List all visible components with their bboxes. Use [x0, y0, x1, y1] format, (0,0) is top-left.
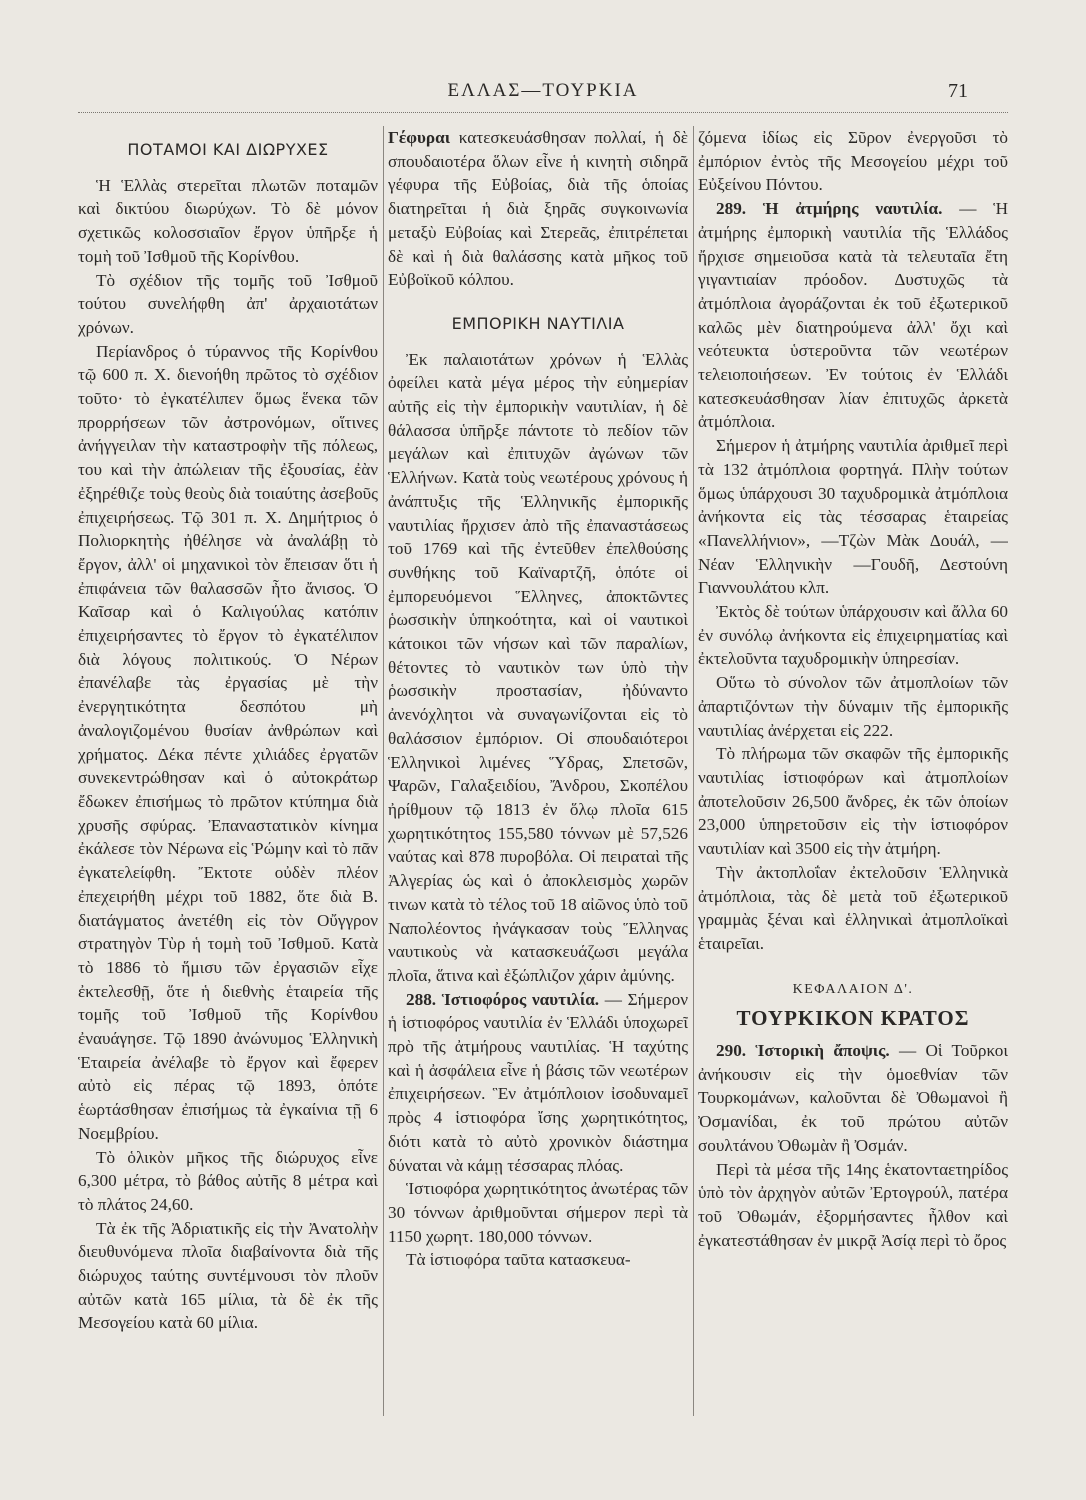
paragraph-heading: 290. Ἱστορικὴ ἄποψις. [716, 1041, 890, 1061]
paragraph-heading: 288. Ἱστιοφόρος ναυτιλία. [406, 989, 600, 1009]
section-title: ΠΟΤΑΜΟΙ ΚΑΙ ΔΙΩΡΥΧΕΣ [127, 140, 329, 159]
paragraph [388, 988, 688, 1178]
paragraph [388, 126, 688, 292]
paragraph-heading: 289. Ἡ ἀτμήρης ναυτιλία. [716, 199, 943, 219]
page-number: 71 [948, 80, 968, 102]
paragraph-text: κατεσκευάσθησαν πολλαί, ἡ δὲ σπουδαιοτέρα ὅλων εἶνε ἡ κινητὴ σιδηρᾶ γέφυρα τῆς Εὐβοίας, διὰ τῆς ὁποίας διατηρεῖται ἡ διὰ ξηρᾶς συγκοινωνία μεταξὺ Εὐβοίας καὶ Στερεᾶς, ἐπιτρέπεται δὲ καὶ ἡ διὰ θαλάσσης κατὰ μῆκος τοῦ Εὐβοϊκοῦ κόλπου. [388, 128, 688, 290]
column-divider [383, 126, 384, 1416]
paragraph [698, 197, 1008, 434]
column-left [78, 126, 378, 1416]
section-title: ΕΜΠΟΡΙΚΗ ΝΑΥΤΙΛΙΑ [451, 313, 625, 333]
paragraph: Τὸ σχέδιον τῆς τομῆς τοῦ Ἰσθμοῦ τούτου συνελήφθη ἀπ' ἀρχαιοτάτων χρόνων. [78, 270, 378, 337]
chapter-label: ΚΕΦΑΛΑΙΟΝ Δ'. [792, 981, 914, 997]
paragraph: Περίανδρος ὁ τύραννος τῆς Κορίνθου τῷ 600 π. Χ. διενοήθη πρῶτος τὸ σχέδιον τοῦτο· τὸ ἐγκατέλιπεν ὅμως ἕνεκα τῶν προρρήσεων τῶν ἀστρονόμων, οἵτινες ἀνήγγειλαν τὴν καταστροφὴν τῆς πόλεως, του καὶ τὴν ἀπώλειαν τῆς ἐξουσίας, ἐὰν ἐξηρέθιζε τοὺς θεοὺς διὰ τοιαύτης ἀσεβοῦς ἐπιχειρήσεως. Τῷ 301 π. Χ. Δημήτριος ὁ Πολιορκητὴς ἠθέλησε νὰ ἀναλάβῃ τὸ ἔργον, ἀλλ' οἱ μηχανικοὶ τὸν ἔπεισαν ὅτι ἡ ἐπιφάνεια τῶν θαλασσῶν ἦτο ἄνισος. Ὁ Καῖσαρ καὶ ὁ Καλιγούλας κατόπιν ἐπιχειρήσαντες τὸ ἔργον τὸ ἐγκατέλιπον διὰ λόγους πολιτικούς. Ὁ Νέρων ἐπανέλαβε τὰς ἐργασίας μὲ τὴν ἐνεργητικότητα δεσπότου μὴ ἀναλογιζομένου θυσίαν ἀνθρώπων καὶ χρήματος. Δέκα πέντε χιλιάδες ἐργατῶν συνεκεντρώθησαν καὶ ὁ αὐτοκράτωρ ἔδωκεν ἐπισήμως τὸ πρῶτον κτύπημα διὰ χρυσῆς σφύρας. Ἐπαναστατικὸν κίνημα ἐκάλεσε τὸν Νέρωνα εἰς Ῥώμην καὶ τὸ πᾶν ἐγκατελείφθη. Ἔκτοτε οὐδὲν πλέον ἐπεχειρήθη μέχρι τοῦ 1882, ὅτε διὰ Β. διατάγματος ἀνετέθη εἰς τὸν Οὔγγρον στρατηγὸν Τὺρ ἡ τομὴ τοῦ Ἰσθμοῦ. Κατὰ τὸ 1886 τὸ ἥμισυ τῶν ἐργασιῶν εἶχε ἐκτελεσθῇ, ὅτε ἡ διεθνὴς ἑταιρεία τῆς τομῆς τοῦ Ἰσθμοῦ τῆς Κορίνθου ἐναυάγησε. Τῷ 1890 ἀνώνυμος Ἑλληνικὴ Ἑταιρεία ἀνέλαβε τὸ ἔργον καὶ ἔφερεν αὐτὸ εἰς πέρας τῷ 1893, ὁπότε ἑωρτάσθησαν ἐπισήμως τὰ ἐγκαίνια τῇ 6 Νοεμβρίου. [78, 341, 378, 1143]
paragraph: Ἱστιοφόρα χωρητικότητος ἀνωτέρας τῶν 30 τόννων ἀριθμοῦνται σήμερον περὶ τὰ 1150 χωρητ. 180,000 τόννων. [388, 1179, 688, 1246]
paragraph: Ἐκ παλαιοτάτων χρόνων ἡ Ἑλλὰς ὀφείλει κατὰ μέγα μέρος τὴν εὐημερίαν αὐτῆς εἰς τὴν ἐμπορικὴν ναυτιλίαν, ἡ δὲ θάλασσα ὑπῆρξε πάντοτε τὸ πεδίον τῶν μεγάλων καὶ ἐπιτυχῶν ἀγώνων τῶν Ἑλλήνων. Κατὰ τοὺς νεωτέρους χρόνους ἡ ἀνάπτυξις τῆς Ἑλληνικῆς ἐμπορικῆς ναυτιλίας ἤρχισεν ἀπὸ τῆς ἐπαναστάσεως τοῦ 1769 καὶ τῆς ἐντεῦθεν ἐπελθούσης συνθήκης τοῦ Καϊναρτζῆ, ὁπότε οἱ ἐμπορευόμενοι Ἕλληνες, ἀποκτῶντες ῥωσσικὴν ὑπηκοότητα, καὶ οἱ ναυτικοὶ κάτοικοι τῶν νήσων καὶ τῶν παραλίων, θέτοντες τὸ ναυτικὸν των ὑπὸ τὴν ῥωσσικὴν προστασίαν, ἠδύναντο ἀνενόχλητοι νὰ συναγωνίζονται εἰς τὸ θαλάσσιον ἐμπόριον. Οἱ σπουδαιότεροι Ἑλληνικοὶ λιμένες Ὕδρας, Σπετσῶν, Ψαρῶν, Γαλαξειδίου, Ἄνδρου, Σκοπέλου ἠρίθμουν τῷ 1813 ἐν ὅλῳ πλοῖα 615 χωρητικότητος 155,580 τόννων μὲ 57,526 ναύτας καὶ 878 πυροβόλα. Οἱ πειραταὶ τῆς Ἀλγερίας ὡς καὶ ὁ ἀποκλεισμὸς χωρῶν τινων κατὰ τὸ τέλος τοῦ 18 αἰῶνος ὑπὸ τοῦ Ναπολέοντος ἠνάγκασαν τοὺς Ἕλληνας ναυτικοὺς νὰ κατασκευάζωσι μεγάλα πλοῖα, ἅτινα καὶ ἐξώπλιζον χάριν ἀμύνης. [388, 349, 688, 985]
chapter-title: ΤΟΥΡΚΙΚΟΝ ΚΡΑΤΟΣ [736, 1006, 970, 1031]
running-title: ΕΛΛΑΣ—ΤΟΥΡΚΙΑ [447, 80, 639, 101]
column-right [698, 126, 1008, 1416]
running-header [0, 80, 1086, 108]
paragraph-text: — Σήμερον ἡ ἱστιοφόρος ναυτιλία ἐν Ἑλλάδι ὑποχωρεῖ πρὸ τῆς ἀτμήρους ναυτιλίας. Ἡ ταχύτης καὶ ἡ ἀσφάλεια εἶνε ἡ βάσις τῶν νεωτέρων ἐπιχειρήσεων. Ἓν ἀτμόπλοιον ἰσοδυναμεῖ πρὸς 4 ἱστιοφόρα ἴσης χωρητικότητος, διότι κατὰ τὸ αὐτὸ χρονικὸν διάστημα δύναται νὰ κάμῃ τέσσαρας πλόας. [388, 989, 688, 1175]
paragraph: ζόμενα ἰδίως εἰς Σῦρον ἐνεργοῦσι τὸ ἐμπόριον ἐντὸς τῆς Μεσογείου μέχρι τοῦ Εὐξείνου Πόντου. [698, 128, 1008, 195]
paragraph: Τὴν ἀκτοπλοΐαν ἐκτελοῦσιν Ἑλληνικὰ ἀτμόπλοια, τὰς δὲ μετὰ τοῦ ἐξωτερικοῦ γραμμὰς ξέναι καὶ ἑλληνικαὶ ἀτμοπλοϊκαὶ ἑταιρεῖαι. [698, 862, 1008, 953]
column-middle [388, 126, 688, 1416]
paragraph: Περὶ τὰ μέσα τῆς 14ης ἑκατονταετηρίδος ὑπὸ τὸν ἀρχηγὸν αὐτῶν Ἐρτογρούλ, πατέρα τοῦ Ὀθωμάν, ἐξορμήσαντες ἦλθον καὶ ἐγκατεστάθησαν ἐν μικρᾷ Ἀσίᾳ περὶ τὸ ὄρος [698, 1159, 1008, 1250]
paragraph: Τὸ πλήρωμα τῶν σκαφῶν τῆς ἐμπορικῆς ναυτιλίας ἱστιοφόρων καὶ ἀτμοπλοίων ἀποτελοῦσιν 26,500 ἄνδρες, ἐκ τῶν ὁποίων 23,000 ὑπηρετοῦσιν εἰς τὴν ἱστιοφόρον ναυτιλίαν καὶ 3500 εἰς τὴν ἀτμήρη. [698, 744, 1008, 859]
paragraph: Ἐκτὸς δὲ τούτων ὑπάρχουσιν καὶ ἄλλα 60 ἐν συνόλῳ ἀνήκοντα εἰς ἐπιχειρηματίας καὶ ἐκτελοῦντα ταχυδρομικὴν ὑπηρεσίαν. [698, 602, 1008, 669]
paragraph-text: — Ἡ ἀτμήρης ἐμπορικὴ ναυτιλία τῆς Ἑλλάδος ἤρχισε σημειοῦσα κατὰ τὰ τελευταῖα ἔτη γιγαντιαίαν πρόοδον. Δυστυχῶς τὰ ἀτμόπλοια ἀγοράζονται ἐκ τοῦ ἐξωτερικοῦ καλῶς μὲν διατηρούμενα ἀλλ' ὄχι καὶ νεότευκτα ὑστεροῦντα τῶν νεωτέρων τελειοποιήσεων. Ἐν τούτοις ἐν Ἑλλάδι κατεσκευάσθησαν λίαν ἐπιτυχῶς ἀρκετὰ ἀτμόπλοια. [698, 199, 1008, 432]
paragraph [698, 1039, 1008, 1158]
paragraph-text: — Οἱ Τοῦρκοι ἀνήκουσιν εἰς τὴν ὁμοεθνίαν τῶν Τουρκομάνων, καλοῦνται δὲ Ὀθωμανοὶ ἢ Ὀσμανίδαι, ἐκ τοῦ πρώτου αὐτῶν σουλτάνου Ὀθωμὰν ἢ Ὀσμάν. [698, 1041, 1008, 1155]
paragraph: Τὸ ὁλικὸν μῆκος τῆς διώρυχος εἶνε 6,300 μέτρα, τὸ βάθος αὐτῆς 8 μέτρα καὶ τὸ πλάτος 24,60. [78, 1147, 378, 1214]
header-rule [78, 112, 1008, 113]
paragraph: Τὰ ἱστιοφόρα ταῦτα κατασκευα- [406, 1250, 631, 1270]
paragraph-heading: Γέφυραι [388, 128, 451, 147]
paragraph: Σήμερον ἡ ἀτμήρης ναυτιλία ἀριθμεῖ περὶ τὰ 132 ἀτμόπλοια φορτηγά. Πλὴν τούτων ὅμως ὑπάρχουσι 30 ταχυδρομικὰ ἀτμόπλοια ἀνήκοντα εἰς τὰς τέσσαρας ἑταιρείας «Πανελλήνιον», —Τζὼν Μὰκ Δουάλ, —Νέαν Ἑλληνικὴν —Γουδῆ, Δεστούνη Γιαννουλάτου κλπ. [698, 436, 1008, 598]
paragraph: Ἡ Ἑλλὰς στερεῖται πλωτῶν ποταμῶν καὶ δικτύου διωρύχων. Τὸ δὲ μόνον σχετικῶς κολοσσιαῖον ἔργον ὑπῆρξε ἡ τομὴ τοῦ Ἰσθμοῦ τῆς Κορίνθου. [78, 175, 378, 266]
paragraph: Τὰ ἐκ τῆς Ἀδριατικῆς εἰς τὴν Ἀνατολὴν διευθυνόμενα πλοῖα διαβαίνοντα διὰ τῆς διώρυχος ταύτης συντέμνουσι τὸν πλοῦν αὐτῶν κατὰ 165 μίλια, τὰ δὲ ἐκ τῆς Μεσογείου κατὰ 60 μίλια. [78, 1218, 378, 1333]
column-divider [693, 126, 694, 1416]
paragraph: Οὕτω τὸ σύνολον τῶν ἀτμοπλοίων τῶν ἀπαρτιζόντων τὴν δύναμιν τῆς ἐμπορικῆς ναυτιλίας ἀνέρχεται εἰς 222. [698, 673, 1008, 740]
